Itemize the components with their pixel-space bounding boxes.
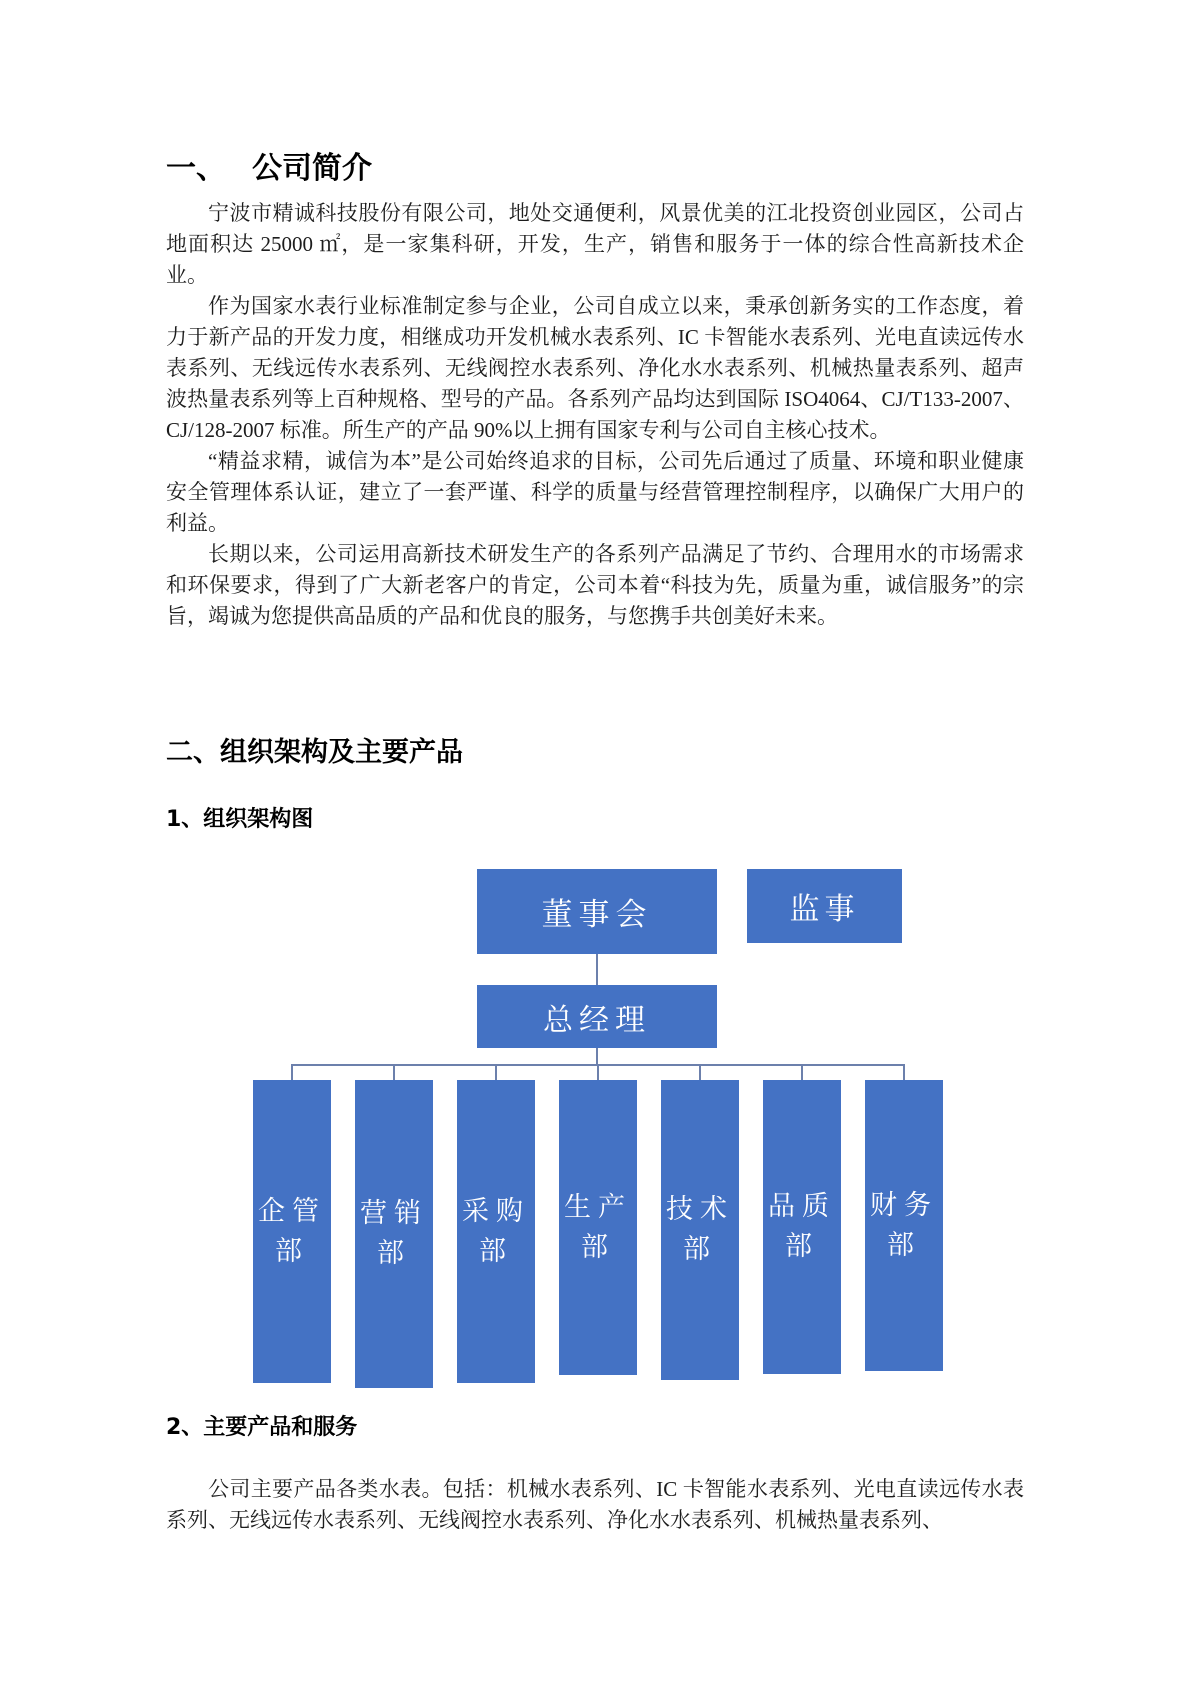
section1-heading-title: 公司简介 xyxy=(252,151,372,186)
section2-heading: 二、组织架构及主要产品 xyxy=(166,737,463,768)
connector-line xyxy=(596,954,598,985)
org-dept-box xyxy=(355,1080,433,1388)
subsection-orgchart-heading: 1、组织架构图 xyxy=(166,807,314,832)
section1-heading xyxy=(166,150,1024,188)
connector-line xyxy=(699,1064,701,1080)
subsection-products-heading: 2、主要产品和服务 xyxy=(166,1415,358,1440)
connector-line xyxy=(903,1064,905,1080)
paragraph-company-intro: 宁波市精诚科技股份有限公司，地处交通便利，风景优美的江北投资创业园区，公司占地面积达 25000 ㎡，是一家集科研，开发，生产，销售和服务于一体的综合性高新技术企业。 xyxy=(166,201,1024,287)
org-dept-label: 技术部 xyxy=(666,1194,734,1265)
paragraph-market-commitment: 长期以来，公司运用高新技术研发生产的各系列产品满足了节约、合理用水的市场需求和环保要求，得到了广大新老客户的肯定，公司本着“科技为先，质量为重，诚信服务”的宗旨，竭诚为您提供高品质的产品和优良的服务，与您携手共创美好未来。 xyxy=(166,542,1024,628)
connector-line xyxy=(393,1064,395,1080)
connector-line xyxy=(597,1064,599,1080)
org-dept-box xyxy=(457,1080,535,1383)
org-dept-box xyxy=(559,1080,637,1375)
org-dept-box xyxy=(865,1080,943,1371)
org-node-board xyxy=(477,869,717,954)
connector-line xyxy=(596,1048,598,1065)
org-node-general-manager-label: 总经理 xyxy=(543,1002,651,1038)
paragraph-quality-policy: “精益求精，诚信为本”是公司始终追求的目标，公司先后通过了质量、环境和职业健康安全管理体系认证，建立了一套严谨、科学的质量与经营管理控制程序，以确保广大用户的利益。 xyxy=(166,449,1024,535)
org-dept-label: 财务部 xyxy=(870,1189,938,1261)
connector-line xyxy=(495,1064,497,1080)
connector-line xyxy=(801,1064,803,1080)
org-node-supervisor-label: 监事 xyxy=(789,892,860,927)
org-node-board-label: 董事会 xyxy=(541,897,653,933)
org-dept-box xyxy=(661,1080,739,1380)
org-dept-box xyxy=(253,1080,331,1383)
org-dept-label: 营销部 xyxy=(360,1198,428,1269)
section1-heading-number: 一、 xyxy=(166,151,226,186)
org-dept-box xyxy=(763,1080,841,1374)
paragraph-products-standards: 作为国家水表行业标准制定参与企业，公司自成立以来，秉承创新务实的工作态度，着力于新产品的开发力度，相继成功开发机械水表系列、IC 卡智能水表系列、光电直读远传水表系列、无线远传水表系列、无线阀控水表系列、净化水水表系列、机械热量表系列、超声波热量表系列等上百种规格、型号的产品。各系列产品均达到国际 ISO4064、CJ/T133-2007、CJ/128-2007 标准。所生产的产品 90%以上拥有国家专利与公司自主核心技术。 xyxy=(166,294,1024,442)
org-node-supervisor xyxy=(747,869,902,943)
org-dept-label: 生产部 xyxy=(564,1191,632,1263)
org-node-general-manager xyxy=(477,985,717,1048)
org-dept-label: 采购部 xyxy=(462,1195,530,1267)
org-dept-label: 品质部 xyxy=(768,1191,836,1262)
paragraph-main-products: 公司主要产品各类水表。包括：机械水表系列、IC 卡智能水表系列、光电直读远传水表系列、无线远传水表系列、无线阀控水表系列、净化水水表系列、机械热量表系列、 xyxy=(166,1477,1024,1532)
org-dept-label: 企管部 xyxy=(258,1195,326,1267)
org-chart xyxy=(240,862,955,1392)
connector-line xyxy=(291,1064,293,1080)
